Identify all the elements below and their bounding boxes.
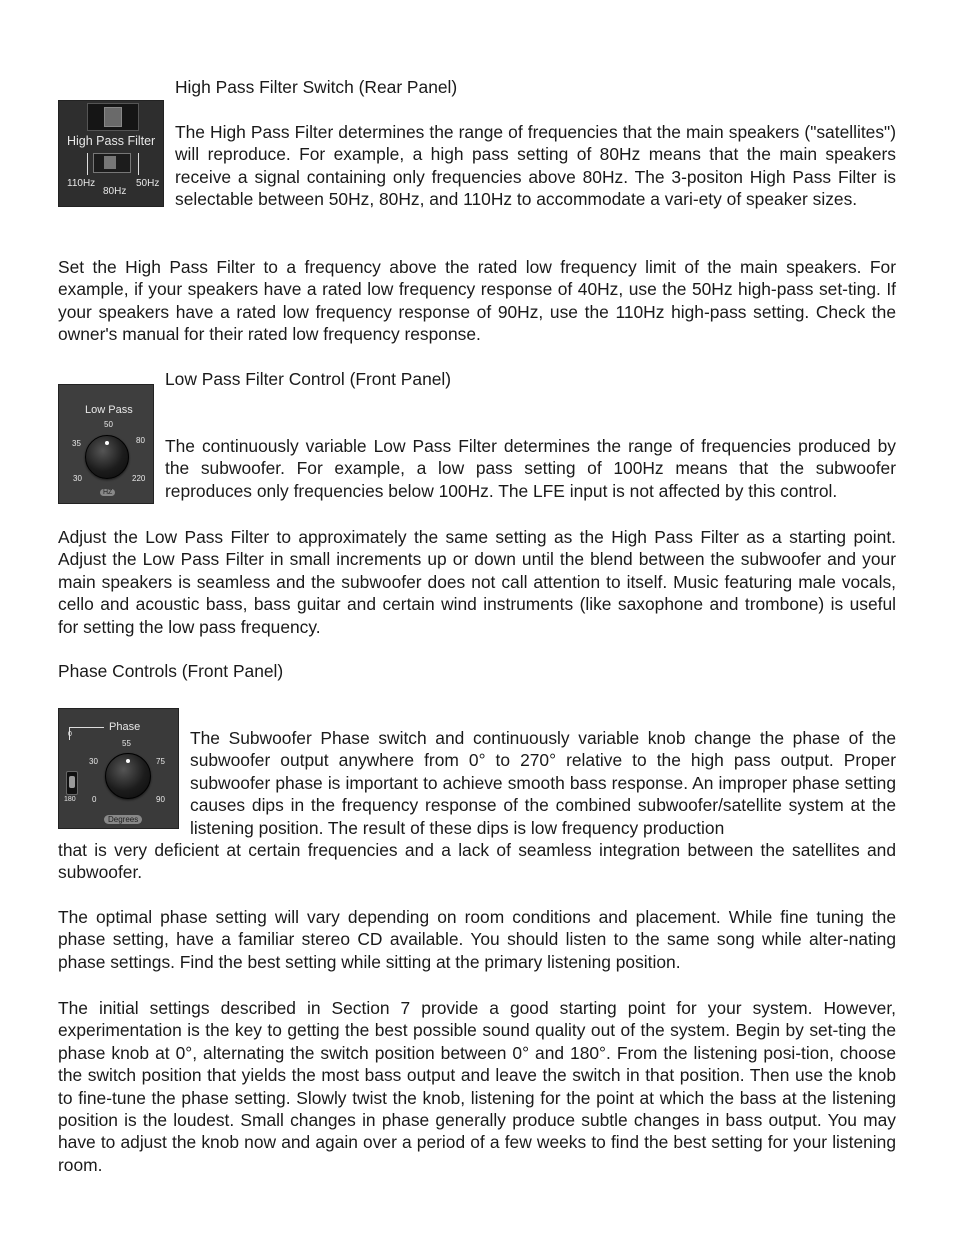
low-pass-control-image: [58, 384, 154, 504]
phase-heading: Phase Controls (Front Panel): [58, 661, 284, 681]
low-pass-paragraph-2: Adjust the Low Pass Filter to approximately the same setting as the High Pass Filter as a starting point. Adjust the Low Pass Filter in small increments up or down until the blend between the subwoofer and your main speakers is seamless and the subwoofer does not call attention to itself. Music featuring male vocals, cello and acoustic bass, bass guitar and certain wind instruments (like saxophone and trombone) is useful for setting the low pass frequency.: [58, 527, 896, 637]
label-50hz: 50Hz: [136, 178, 160, 189]
high-pass-panel-title: High Pass Filter: [67, 134, 156, 148]
phase-panel-title: Phase: [109, 721, 141, 733]
switch-housing-icon: [87, 103, 139, 131]
low-pass-paragraph-1: The continuously variable Low Pass Filter determines the range of frequencies produced by the subwoofer. For example, a low pass setting of 100Hz means that the subwoofer reproduces only frequencies below 100Hz. The LFE input is not affected by this control.: [165, 436, 896, 501]
tick-35: 35: [72, 439, 81, 448]
label-80hz: 80Hz: [103, 186, 127, 197]
switch-label-180: 180: [64, 796, 76, 803]
low-pass-panel-title: Low Pass: [85, 404, 133, 416]
low-pass-knob-icon: [85, 435, 129, 479]
degrees-badge: Degrees: [104, 815, 142, 824]
phase-paragraph-2: The optimal phase setting will vary depending on room conditions and placement. While fine tuning the phase setting, have a familiar stereo CD available. You should listen to the same song while alter-nating phase settings. Find the best setting while sitting at the primary listening position.: [58, 907, 896, 972]
switch-slider-icon: [93, 153, 131, 173]
hz-badge: HZ: [100, 489, 115, 496]
label-110hz: 110Hz: [67, 178, 96, 189]
tick-90: 90: [156, 795, 165, 804]
tick-220: 220: [132, 474, 146, 483]
high-pass-paragraph-2: Set the High Pass Filter to a frequency above the rated low frequency limit of the main speakers. For example, if your speakers have a rated low frequency response of 40Hz, use the 50Hz high-pass set-ting. If your speakers have a rated low frequency response of 90Hz, use the 110Hz high-pass setting. Check the owner's manual for their rated low frequency response.: [58, 257, 896, 345]
tick-30: 30: [89, 757, 98, 766]
high-pass-paragraph-1: The High Pass Filter determines the range of frequencies that the main speakers ("satellites") will reproduce. For example, a high pass setting of 80Hz means that the main speakers receive a signal containing only frequencies above 80Hz. The 3-positon High Pass Filter is selectable between 50Hz, 80Hz, and 110Hz to accommodate a vari-ety of speaker sizes.: [175, 122, 896, 210]
tick-75: 75: [156, 757, 165, 766]
phase-paragraph-1-continued: that is very deficient at certain frequencies and a lack of seamless integration between the satellites and subwoofer.: [58, 840, 896, 883]
tick-55: 55: [122, 739, 131, 748]
low-pass-heading: Low Pass Filter Control (Front Panel): [165, 369, 452, 389]
tick-80: 80: [136, 436, 145, 445]
phase-toggle-switch-icon: [66, 771, 78, 795]
tick-50: 50: [104, 420, 113, 429]
high-pass-filter-switch-image: [58, 100, 164, 207]
phase-controls-image: [58, 708, 179, 829]
phase-paragraph-3: The initial settings described in Section 7 provide a good starting point for your system. However, experimentation is the key to getting the best possible sound quality out of the system. Begin by set-ting the phase knob at 0°, alternating the switch position between 0° and 180°. From the listening posi-tion, choose the switch position that yields the most bass output and leave the switch in that position. Then use the knob to fine-tune the phase setting. Slowly twist the knob, listening for the point at which the bass at the listening position is the loudest. Small changes in phase generally produce subtle changes in bass output. You may have to adjust the knob now and again over a period of a few weeks to find the best setting for your listening room.: [58, 998, 896, 1175]
phase-knob-icon: [105, 753, 151, 799]
high-pass-heading: High Pass Filter Switch (Rear Panel): [175, 77, 458, 97]
switch-label-0: 0: [68, 731, 72, 738]
tick-30: 30: [73, 474, 82, 483]
tick-0: 0: [92, 795, 97, 804]
phase-paragraph-1-wrap: The Subwoofer Phase switch and continuously variable knob change the phase of the subwoofer output anywhere from 0° to 270° relative to the high pass output. Proper subwoofer phase is important to achieve smooth bass response. An improper phase setting causes dips in the frequency response of the combined subwoofer/satellite system at the listening position. The result of these dips is low frequency production: [190, 728, 896, 838]
